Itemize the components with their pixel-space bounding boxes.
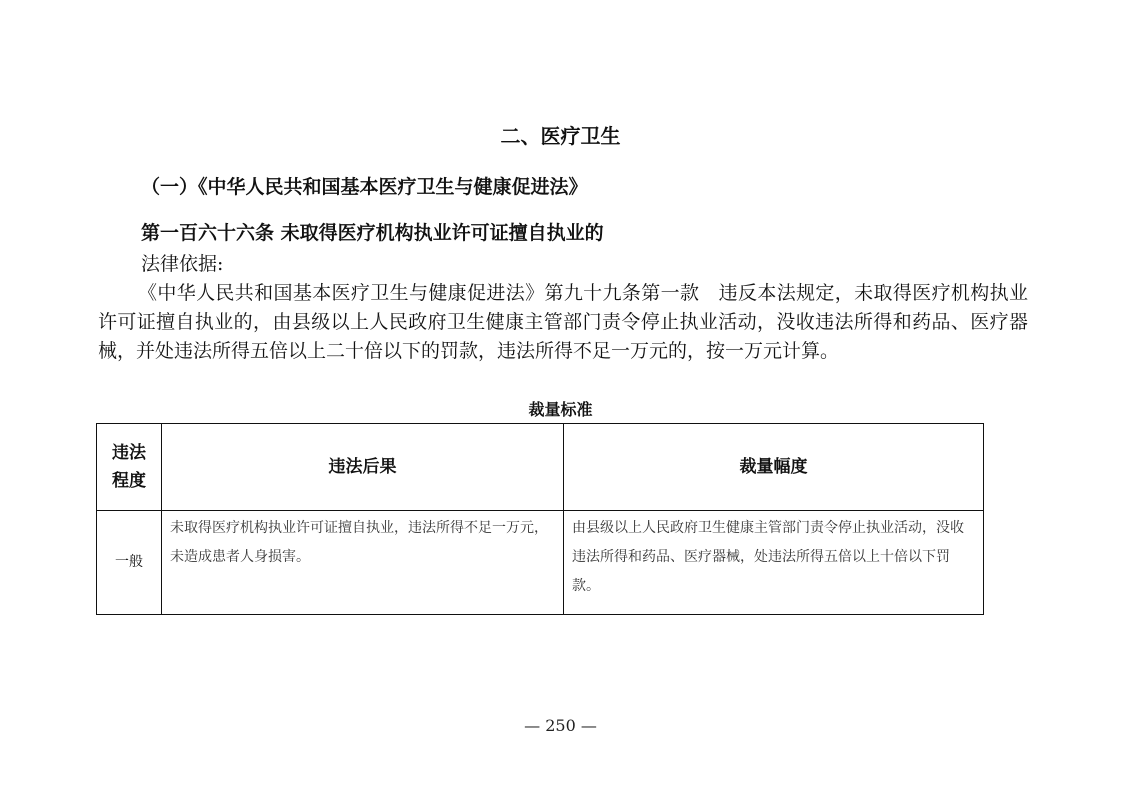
subsection-title: （一）《中华人民共和国基本医疗卫生与健康促进法》 (141, 176, 588, 198)
header-range: 裁量幅度 (564, 424, 984, 511)
cell-range: 由县级以上人民政府卫生健康主管部门责令停止执业活动，没收违法所得和药品、医疗器械，处违法所得五倍以上十倍以下罚款。 (564, 511, 984, 615)
page-number: — 250 — (524, 716, 597, 735)
cell-degree: 一般 (97, 511, 162, 615)
header-consequence: 违法后果 (162, 424, 564, 511)
cell-consequence: 未取得医疗机构执业许可证擅自执业，违法所得不足一万元，未造成患者人身损害。 (162, 511, 564, 615)
article-title: 第一百六十六条 未取得医疗机构执业许可证擅自执业的 (141, 222, 604, 244)
header-degree (97, 424, 162, 511)
legal-basis-text: 《中华人民共和国基本医疗卫生与健康促进法》第九十九条第一款 违反本法规定，未取得医疗机构执业许可证擅自执业的，由县级以上人民政府卫生健康主管部门责令停止执业活动，没收违法所得和药品、医疗器械，并处违法所得五倍以上二十倍以下的罚款，违法所得不足一万元的，按一万元计算。 (98, 282, 1028, 362)
table-header-row (97, 424, 984, 511)
section-title: 二、医疗卫生 (500, 124, 621, 148)
header-degree-label: 违法程度 (111, 443, 146, 491)
legal-basis-label: 法律依据: (141, 253, 224, 275)
table-caption: 裁量标准 (528, 400, 593, 419)
discretion-standard-table (96, 423, 984, 615)
table-row (97, 511, 984, 615)
